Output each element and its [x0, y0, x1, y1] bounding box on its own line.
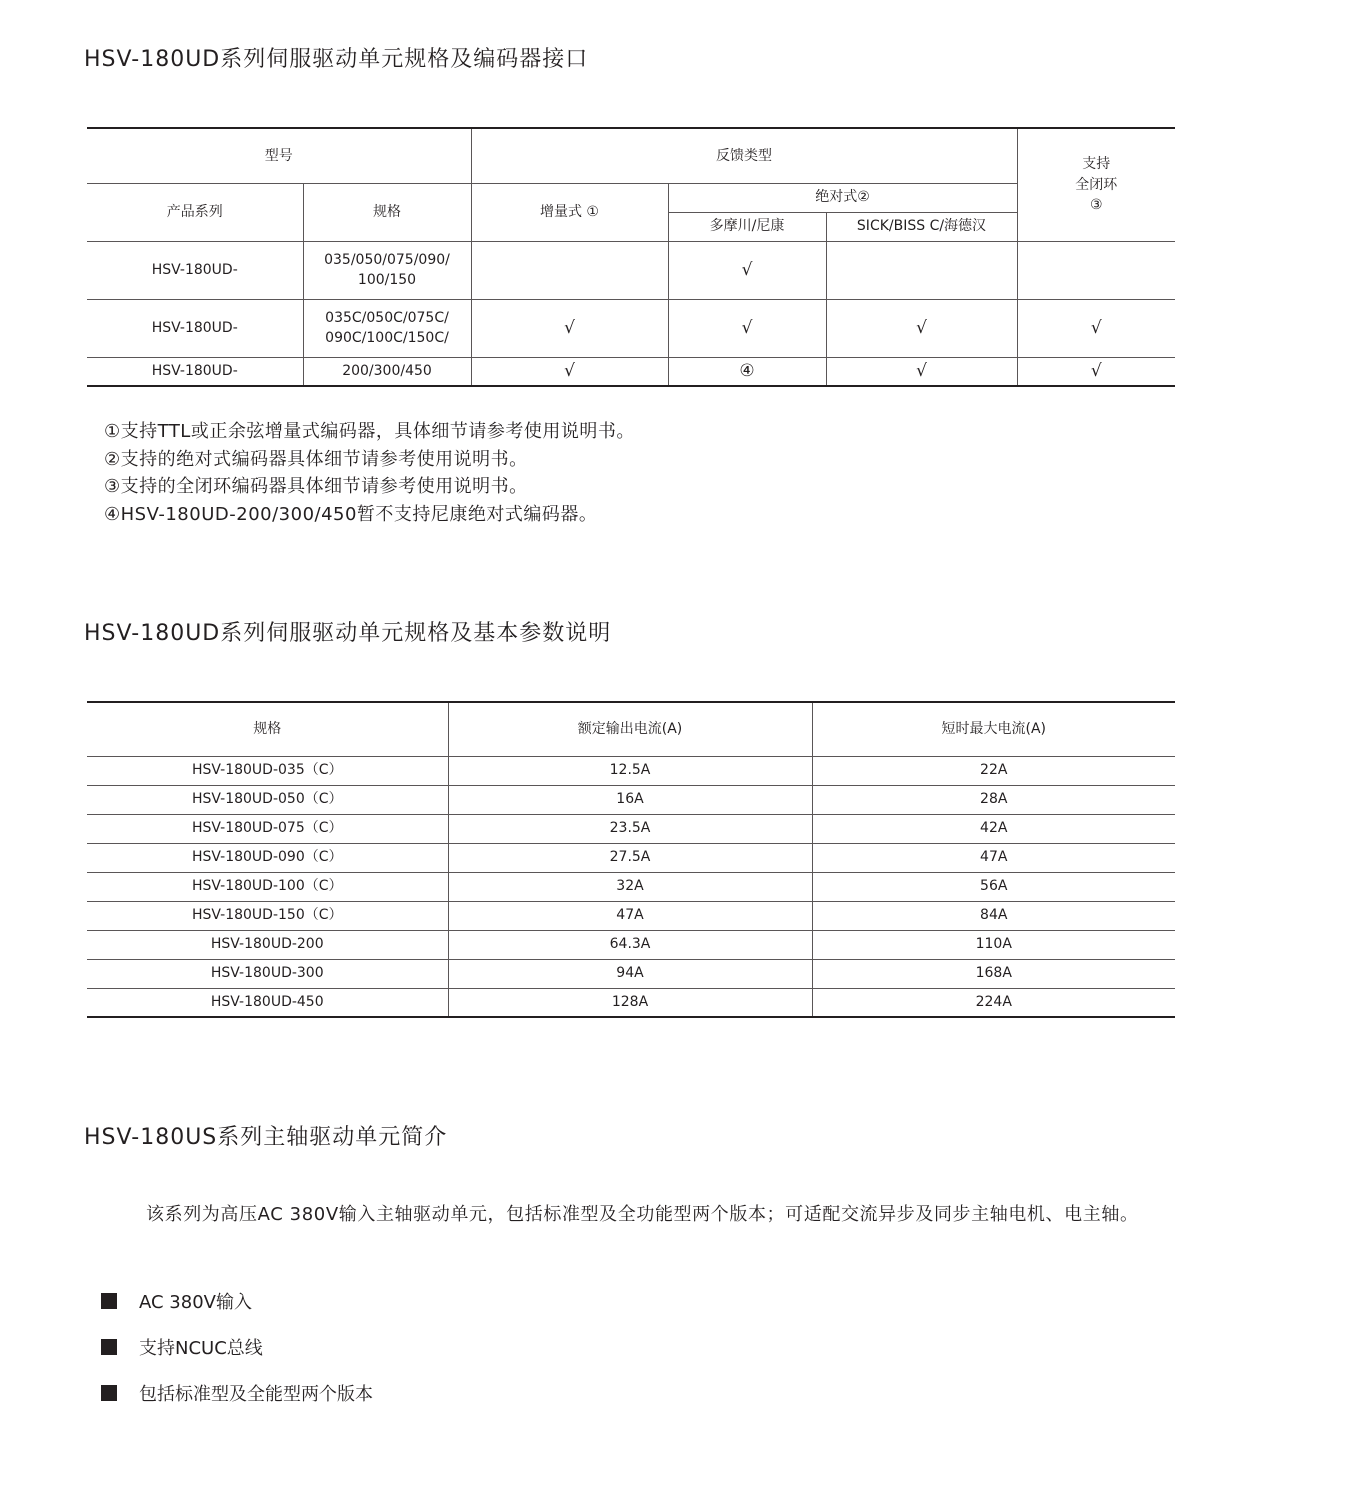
header-peak-current: 短时最大电流(A) [812, 702, 1175, 756]
current-spec-table [87, 701, 1175, 1018]
header-feedback-type: 反馈类型 [471, 128, 1017, 183]
list-item: 支持NCUC总线 [101, 1324, 373, 1370]
table-row: HSV-180UD- 035/050/075/090/ 100/150 √ [87, 241, 1175, 299]
footnote-3: ③支持的全闭环编码器具体细节请参考使用说明书。 [104, 476, 528, 497]
header-closed-loop-support: 支持 全闭环 ③ [1017, 128, 1175, 241]
table-row: HSV-180UD- 035C/050C/075C/ 090C/100C/150C/ √ √ √ √ [87, 299, 1175, 357]
list-item: AC 380V输入 [101, 1278, 373, 1324]
header-tamagawa-nikon: 多摩川/尼康 [668, 212, 826, 241]
bullet-square-icon [101, 1339, 117, 1355]
table-row: HSV-180UD-200 64.3A 110A [87, 930, 1175, 959]
intro-paragraph: 该系列为高压AC 380V输入主轴驱动单元，包括标准型及全功能型两个版本；可适配交流异步及同步主轴电机、电主轴。 [146, 1204, 1139, 1225]
header-incremental: 增量式 ① [471, 183, 668, 241]
footnote-4: ④HSV-180UD-200/300/450暂不支持尼康绝对式编码器。 [104, 503, 598, 525]
header-absolute: 绝对式② [668, 183, 1017, 212]
header-product-series: 产品系列 [87, 183, 303, 241]
table-row: HSV-180UD-450 128A 224A [87, 988, 1175, 1017]
section3-title: HSV-180US系列主轴驱动单元简介 [84, 1125, 448, 1150]
table-row: HSV-180UD-150（C） 47A 84A [87, 901, 1175, 930]
section2-title: HSV-180UD系列伺服驱动单元规格及基本参数说明 [84, 621, 612, 646]
encoder-interface-table [87, 127, 1175, 387]
table-row: HSV-180UD-090（C） 27.5A 47A [87, 843, 1175, 872]
table-row: HSV-180UD-100（C） 32A 56A [87, 872, 1175, 901]
bullet-square-icon [101, 1385, 117, 1401]
table-row: HSV-180UD-050（C） 16A 28A [87, 785, 1175, 814]
table-row: HSV-180UD- 200/300/450 √ ④ √ √ [87, 357, 1175, 386]
bullet-square-icon [101, 1293, 117, 1309]
table-row: HSV-180UD-300 94A 168A [87, 959, 1175, 988]
footnote-2: ②支持的绝对式编码器具体细节请参考使用说明书。 [104, 448, 528, 470]
footnote-1: ①支持TTL或正余弦增量式编码器，具体细节请参考使用说明书。 [104, 421, 635, 442]
header-rated-current: 额定输出电流(A) [448, 702, 812, 756]
list-item: 包括标准型及全能型两个版本 [101, 1370, 373, 1416]
header-sick-biss-heidenhain: SICK/BISS C/海德汉 [826, 212, 1017, 241]
feature-list [101, 1278, 373, 1416]
table-row: HSV-180UD-075（C） 23.5A 42A [87, 814, 1175, 843]
section1-title: HSV-180UD系列伺服驱动单元规格及编码器接口 [84, 47, 589, 72]
header-spec: 规格 [303, 183, 471, 241]
footnotes [104, 418, 635, 528]
table-row: HSV-180UD-035（C） 12.5A 22A [87, 756, 1175, 785]
header-spec: 规格 [87, 702, 448, 756]
header-model: 型号 [87, 128, 471, 183]
